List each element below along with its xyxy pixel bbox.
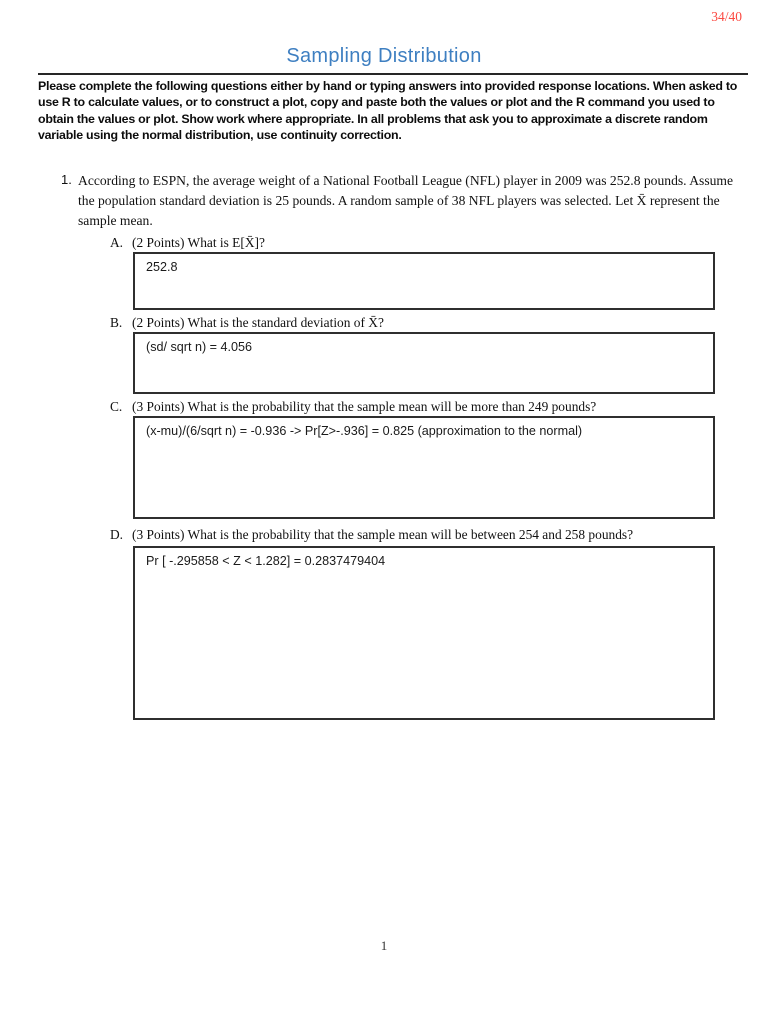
part-c-prompt: (3 Points) What is the probability that the sample mean will be more than 249 pounds? <box>132 398 597 414</box>
part-a-prompt: (2 Points) What is E[X̄]? <box>132 234 265 250</box>
question-1 <box>61 171 745 231</box>
page-title: Sampling Distribution <box>286 45 482 67</box>
answer-text-d: Pr [ -.295858 < Z < 1.282] = 0.2837479404 <box>146 553 386 568</box>
answer-text-a: 252.8 <box>146 259 178 274</box>
part-a-heading <box>110 235 768 250</box>
part-c-heading <box>110 399 768 414</box>
part-a-label: A. <box>110 234 124 250</box>
answer-text-b: (sd/ sqrt n) = 4.056 <box>146 339 253 354</box>
part-b-heading <box>110 315 768 330</box>
page-number: 1 <box>380 938 388 953</box>
part-b-prompt: (2 Points) What is the standard deviation of X̄? <box>132 314 384 330</box>
question-number: 1. <box>61 171 72 187</box>
question-parts <box>0 235 768 720</box>
part-c-label: C. <box>110 398 123 414</box>
question-part-b <box>0 315 768 394</box>
question-part-c <box>0 399 768 519</box>
part-d-heading <box>110 527 768 542</box>
answer-box-a[interactable] <box>133 252 715 310</box>
part-b-label: B. <box>110 314 123 330</box>
instructions-paragraph: Please complete the following questions either by hand or typing answers into provided response locations. When asked to use R to calculate values, or to construct a plot, copy and paste both the values or plot and the R command you used to obtain the values or plot. Show work where appropriate. In all problems that ask you to approximate a discrete random variable using the normal distribution, use continuity correction. <box>38 73 748 144</box>
answer-text-c: (x-mu)/(6/sqrt n) = -0.936 -> Pr[Z>-.936] = 0.825 (approximation to the normal) <box>146 423 583 438</box>
part-d-label: D. <box>110 526 124 542</box>
answer-box-c[interactable] <box>133 416 715 519</box>
question-part-d <box>0 527 768 720</box>
part-d-prompt: (3 Points) What is the probability that the sample mean will be between 254 and 258 pounds? <box>132 526 634 542</box>
question-text: According to ESPN, the average weight of a National Football League (NFL) player in 2009 was 252.8 pounds. Assume the population standard deviation is 25 pounds. A random sample of 38 NFL players was selected. Let X̄ represent the sample mean. <box>78 172 734 228</box>
grade-score: 34/40 <box>711 9 742 24</box>
answer-box-b[interactable] <box>133 332 715 394</box>
question-part-a <box>0 235 768 310</box>
answer-box-d[interactable] <box>133 546 715 720</box>
